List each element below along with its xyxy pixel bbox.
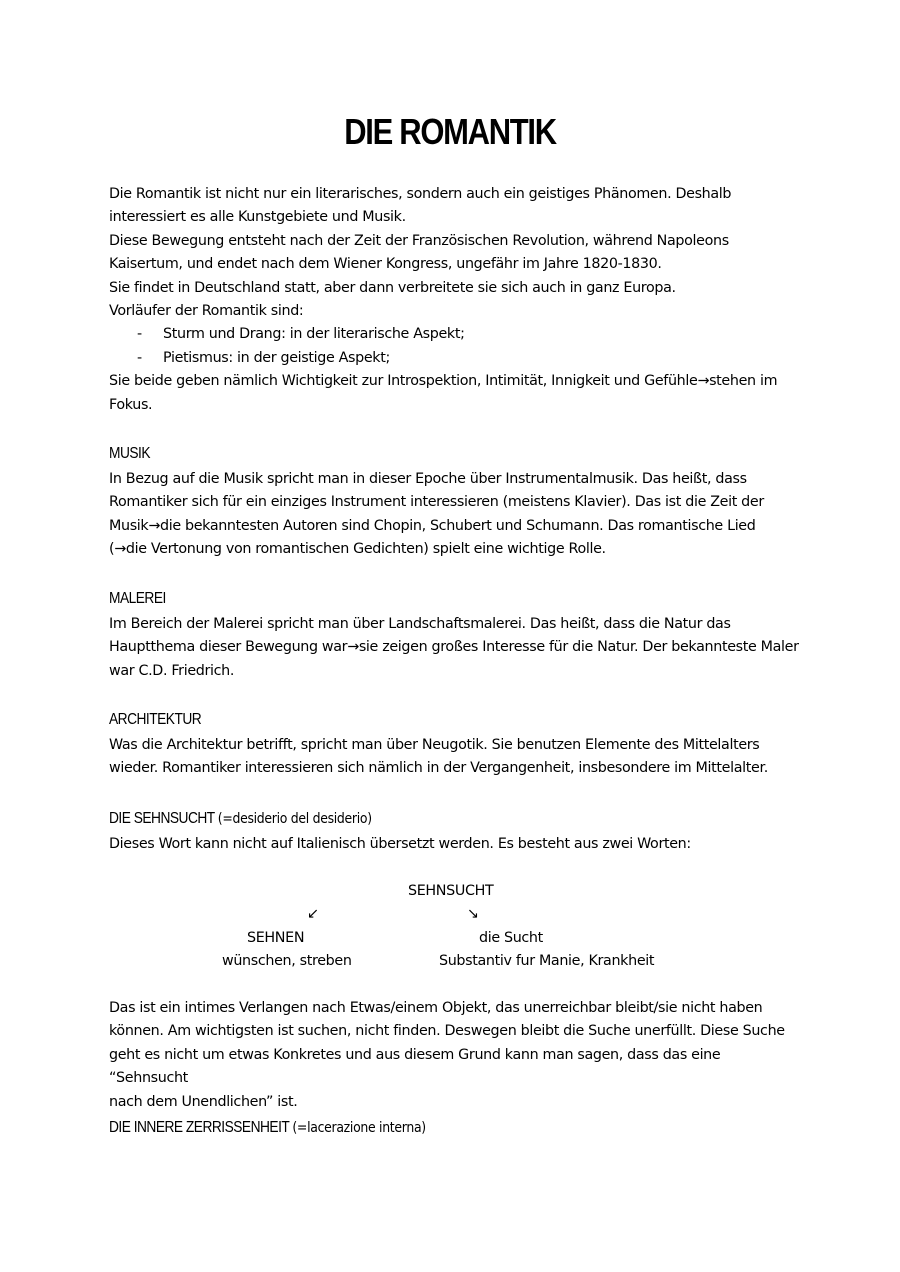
heading-text: DIE SEHNSUCHT xyxy=(109,810,215,827)
paragraph-line: Im Bereich der Malerei spricht man über Landschaftsmalerei. Das heißt, dass die Natur das xyxy=(109,616,731,632)
intro-line: Sie findet in Deutschland statt, aber dann verbreitete sie sich auch in ganz Europa. xyxy=(109,279,676,296)
section-heading-architektur: ARCHITEKTUR xyxy=(109,711,202,728)
sehnsucht-section xyxy=(109,997,799,1114)
diagram-root-word: SEHNSUCHT xyxy=(408,883,494,899)
diagram-right-meaning: Substantiv fur Manie, Krankheit xyxy=(439,953,655,969)
paragraph-line: Hauptthema dieser Bewegung war→sie zeigen großes Interesse für die Natur. Der bekannteste Maler xyxy=(109,639,799,656)
list-dash: - xyxy=(137,349,142,366)
paragraph-line: Was die Architektur betrifft, spricht man über Neugotik. Sie benutzen Elemente des Mittelalters xyxy=(109,737,760,753)
intro-line: Fokus. xyxy=(109,396,153,413)
paragraph-line: Das ist ein intimes Verlangen nach Etwas/einem Objekt, das unerreichbar bleibt/sie nicht haben xyxy=(109,1000,763,1016)
intro-line: Die Romantik ist nicht nur ein literarisches, sondern auch ein geistiges Phänomen. Deshalb xyxy=(109,186,732,202)
intro-section xyxy=(109,183,799,417)
list-item-text: Pietismus: in der geistige Aspekt; xyxy=(163,349,390,366)
list-item-text: Sturm und Drang: in der literarische Aspekt; xyxy=(163,326,465,343)
heading-translation: (=lacerazione interna) xyxy=(292,1120,426,1136)
etymology-diagram xyxy=(109,878,799,978)
arrow-down-left-icon: ↙ xyxy=(307,906,319,922)
heading-translation: (=desiderio del desiderio) xyxy=(217,811,372,827)
section-heading-malerei: MALEREI xyxy=(109,590,166,607)
list-item xyxy=(109,323,799,346)
paragraph-line: können. Am wichtigsten ist suchen, nicht finden. Deswegen bleibt die Suche unerfüllt. Diese Suche xyxy=(109,1023,785,1040)
heading-text: DIE INNERE ZERRISSENHEIT xyxy=(109,1119,290,1136)
intro-line: Vorläufer der Romantik sind: xyxy=(109,303,304,320)
precursor-list xyxy=(109,323,799,370)
paragraph-line: wieder. Romantiker interessieren sich nämlich in der Vergangenheit, insbesondere im Mittelalter. xyxy=(109,760,768,777)
paragraph-line: Dieses Wort kann nicht auf Italienisch übersetzt werden. Es besteht aus zwei Worten: xyxy=(109,836,691,852)
intro-line: Kaisertum, und endet nach dem Wiener Kongress, ungefähr im Jahre 1820-1830. xyxy=(109,256,662,273)
paragraph-line: geht es nicht um etwas Konkretes und aus diesem Grund kann man sagen, dass das eine “Sehnsucht xyxy=(109,1046,721,1087)
paragraph-line: war C.D. Friedrich. xyxy=(109,662,235,679)
paragraph-line: In Bezug auf die Musik spricht man in dieser Epoche über Instrumentalmusik. Das heißt, dass xyxy=(109,471,747,487)
section-heading-sehnsucht xyxy=(109,807,372,831)
arrow-down-right-icon: ↘ xyxy=(467,906,479,922)
diagram-left-word: SEHNEN xyxy=(247,930,305,946)
list-dash: - xyxy=(137,326,142,343)
malerei-section xyxy=(109,613,799,683)
section-heading-zerrissenheit xyxy=(109,1116,426,1140)
section-heading-musik: MUSIK xyxy=(109,445,151,462)
document-title: DIE ROMANTIK xyxy=(344,111,556,152)
intro-line: Sie beide geben nämlich Wichtigkeit zur Introspektion, Intimität, Innigkeit und Gefühle→stehen im xyxy=(109,373,778,390)
paragraph-line: Romantiker sich für ein einziges Instrument interessieren (meistens Klavier). Das ist die Zeit der xyxy=(109,494,764,511)
intro-line: interessiert es alle Kunstgebiete und Musik. xyxy=(109,209,406,226)
paragraph-line: nach dem Unendlichen” ist. xyxy=(109,1093,298,1110)
architektur-section xyxy=(109,734,799,781)
paragraph-line: Musik→die bekanntesten Autoren sind Chopin, Schubert und Schumann. Das romantische Lied xyxy=(109,517,756,534)
paragraph-line: (→die Vertonung von romantischen Gedichten) spielt eine wichtige Rolle. xyxy=(109,541,606,558)
sehnsucht-intro xyxy=(109,833,799,856)
list-item xyxy=(109,347,799,370)
diagram-right-word: die Sucht xyxy=(479,930,543,946)
intro-line: Diese Bewegung entsteht nach der Zeit der Französischen Revolution, während Napoleons xyxy=(109,232,729,249)
musik-section xyxy=(109,468,799,562)
diagram-left-meaning: wünschen, streben xyxy=(222,953,352,969)
